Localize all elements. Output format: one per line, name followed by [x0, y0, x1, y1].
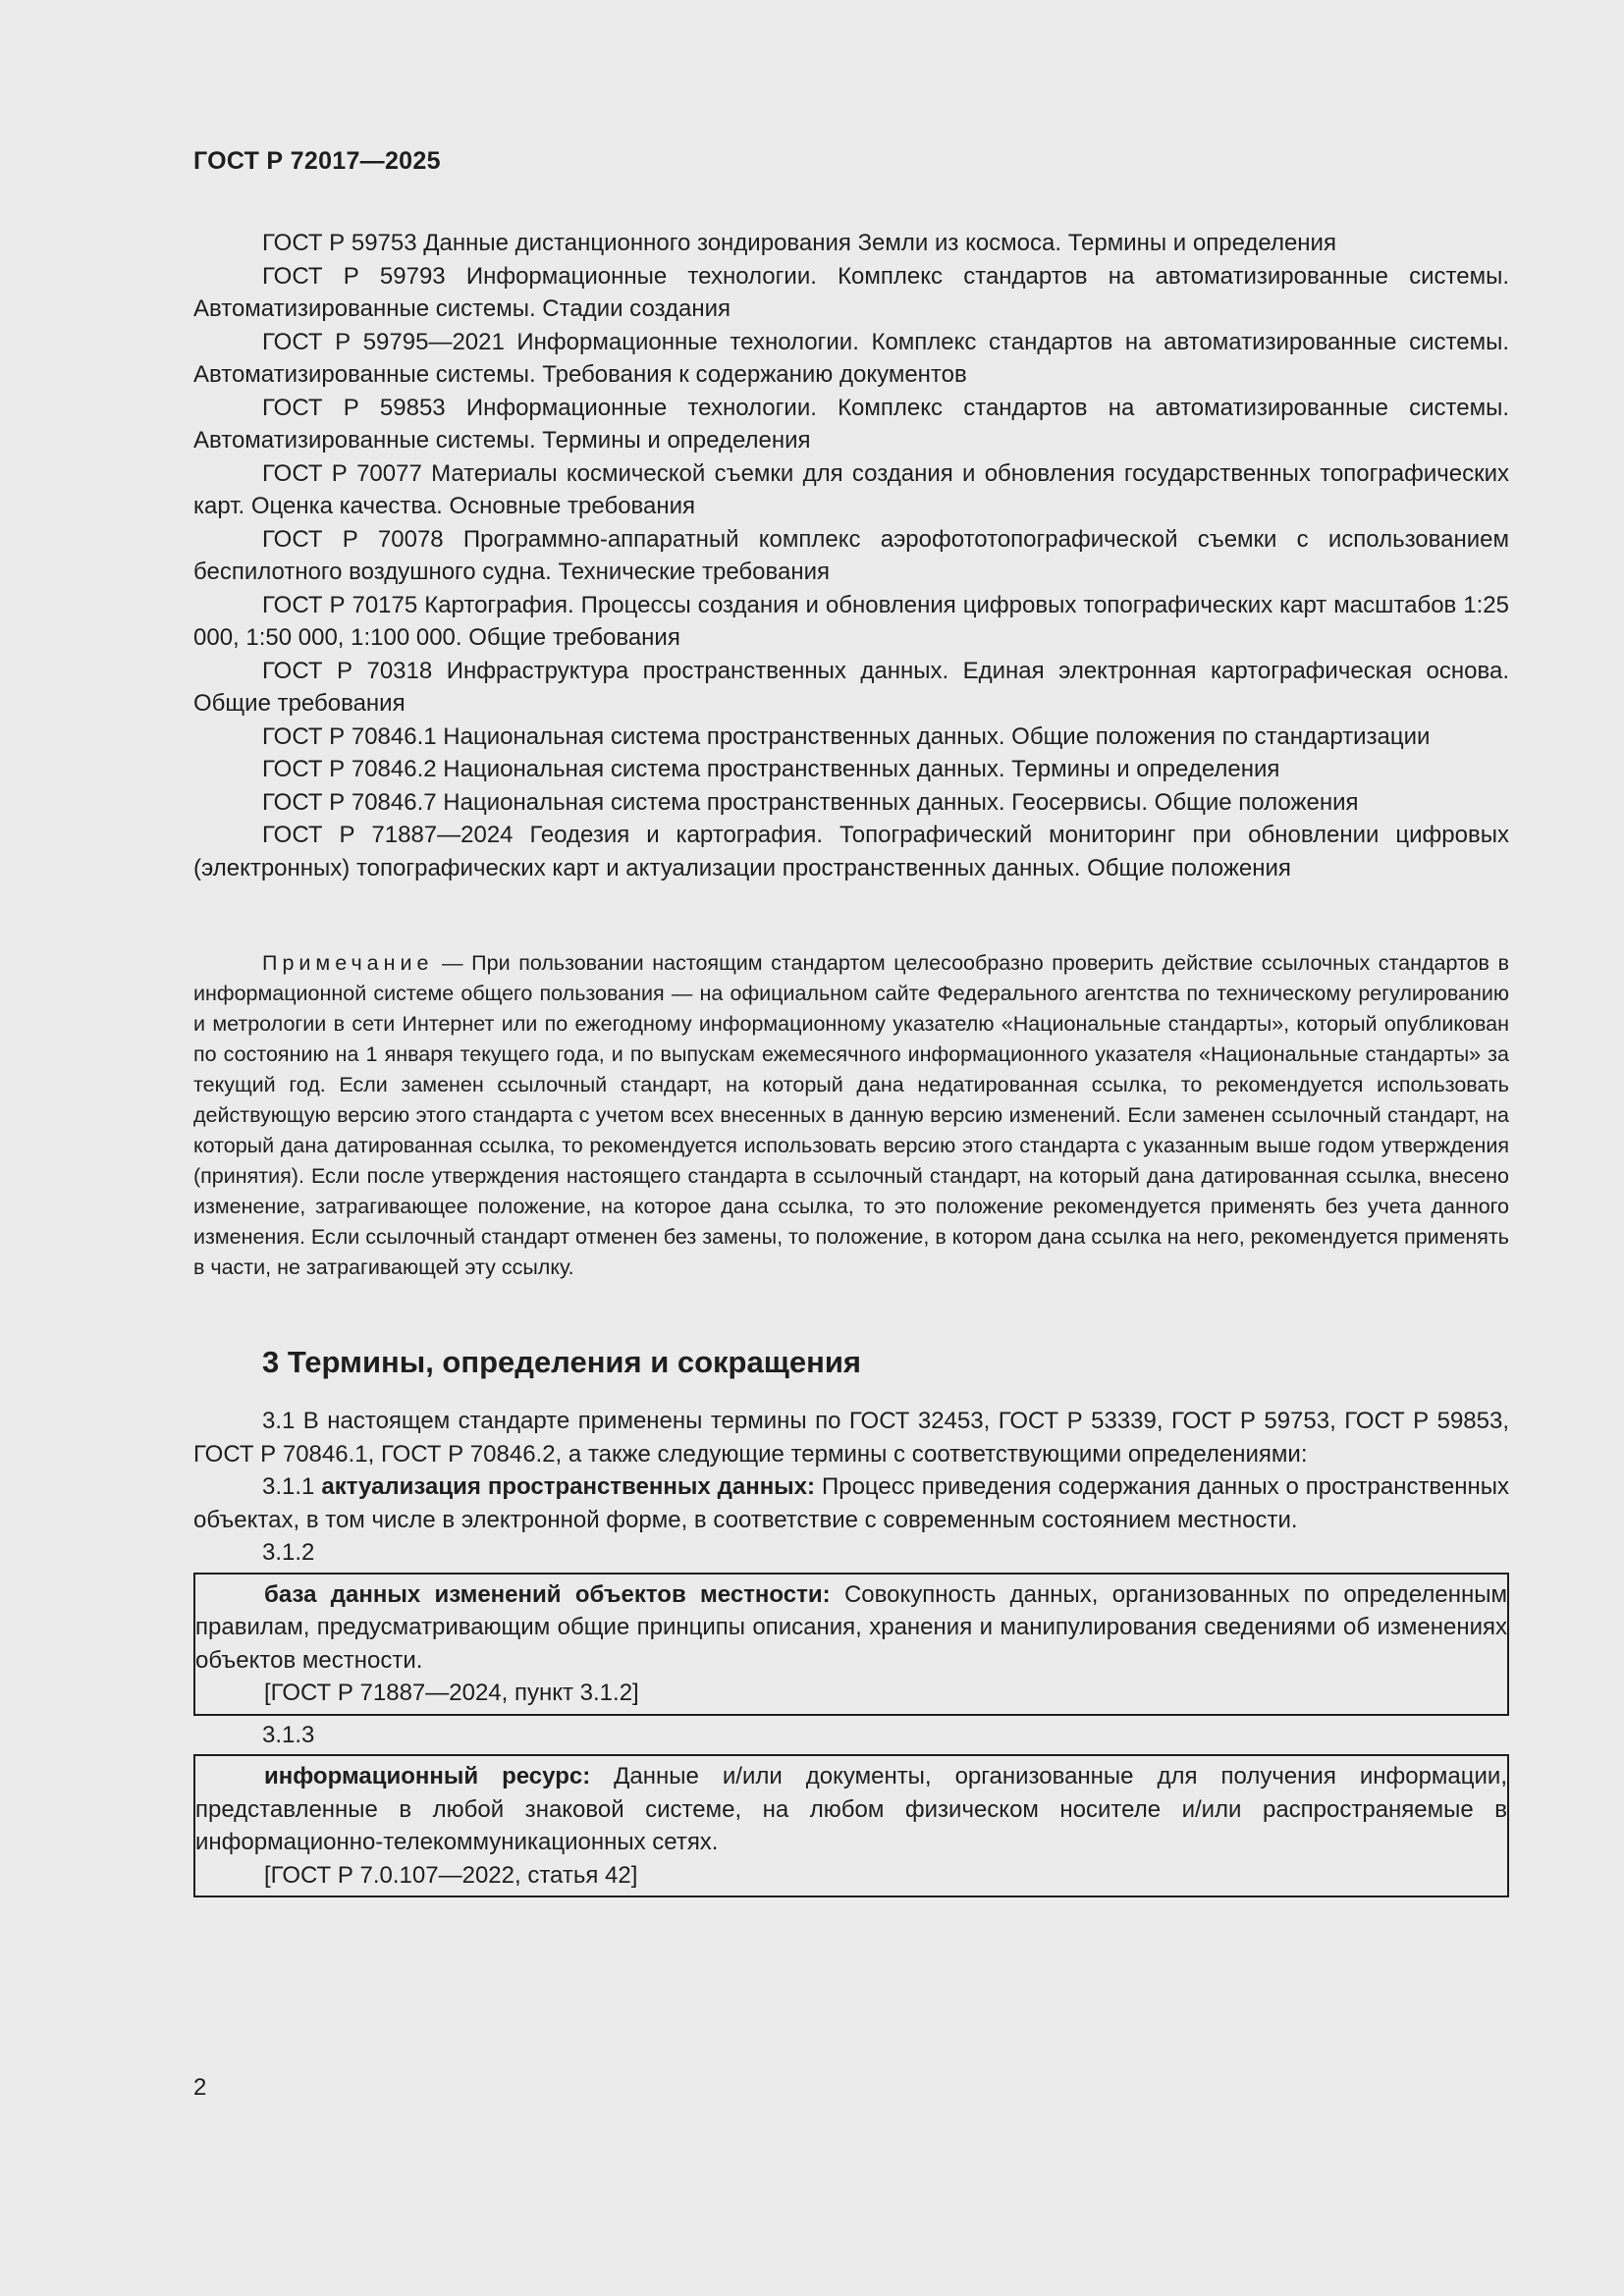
page-number: 2 [193, 2074, 207, 2101]
term-number: 3.1.3 [262, 1721, 315, 1748]
reference-item: ГОСТ Р 70078 Программно-аппаратный комплекс аэрофототопографической съемки с использованием беспилотного воздушного судна. Технические требования [193, 525, 1509, 585]
reference-item: ГОСТ Р 70077 Материалы космической съемки для создания и обновления государственных топографических карт. Оценка качества. Основные требования [193, 459, 1509, 519]
term-definition: Процесс приведения содержания данных о пространственных объектах, в том числе в электронной форме, в соответствие с современным состоянием местности. [193, 1473, 1510, 1533]
reference-item: ГОСТ Р 70846.7 Национальная система пространственных данных. Геосервисы. Общие положения [262, 788, 1359, 816]
reference-item: ГОСТ Р 70846.2 Национальная система пространственных данных. Термины и определения [262, 756, 1280, 782]
note-dash: — [433, 950, 472, 975]
terms-section [193, 1405, 1509, 1897]
reference-item: ГОСТ Р 71887—2024 Геодезия и картография. Топографический мониторинг при обновлении цифровых (электронных) топографических карт и актуализации пространственных данных. Общие положения [193, 822, 1509, 881]
term-name: актуализация пространственных данных: [321, 1473, 816, 1500]
term-name: информационный ресурс: [264, 1763, 591, 1789]
reference-item: ГОСТ Р 59853 Информационные технологии. Комплекс стандартов на автоматизированные системы. Автоматизированные системы. Термины и определения [193, 394, 1509, 454]
term-definition: Данные и/или документы, организованные для получения информации, представленные в любой знаковой системе, на любом физическом носителе и/или распространяемые в информационно-телекоммуникационных сетях. [195, 1763, 1507, 1855]
term-number: 3.1.2 [262, 1539, 315, 1566]
term-3-1-3 [195, 1760, 1507, 1859]
note-paragraph [193, 948, 1509, 1283]
term-source: [ГОСТ Р 71887—2024, пункт 3.1.2] [264, 1680, 639, 1706]
section-title: 3 Термины, определения и сокращения [262, 1345, 861, 1379]
reference-item: ГОСТ Р 59753 Данные дистанционного зондирования Земли из космоса. Термины и определения [262, 230, 1336, 256]
term-source: [ГОСТ Р 7.0.107—2022, статья 42] [264, 1861, 638, 1889]
note-text: При пользовании настоящим стандартом целесообразно проверить действие ссылочных стандартов в информационной системе общего пользования — на официальном сайте Федерального агентства по техническому регулированию и метрологии в сети Интернет или по ежегодному информационному указателю «Национальные стандарты», который опубликован по состоянию на 1 января текущего года, и по выпускам ежемесячного информационного указателя «Национальные стандарты» за текущий год. Если заменен ссылочный стандарт, на который дана недатированная ссылка, то рекомендуется использовать действующую версию этого стандарта с учетом всех внесенных в данную версию изменений. Если заменен ссылочный стандарт, на который дана датированная ссылка, то рекомендуется использовать версию этого стандарта с указанным выше годом утверждения (принятия). Если после утверждения настоящего стандарта в ссылочный стандарт, на который дана датированная ссылка, внесено изменение, затрагивающее положение, на которое дана ссылка, то это положение рекомендуется применять без учета данного изменения. Если ссылочный стандарт отменен без замены, то положение, в котором дана ссылка на него, рекомендуется применять в части, не затрагивающей эту ссылку. [193, 950, 1509, 1279]
reference-item: ГОСТ Р 59793 Информационные технологии. Комплекс стандартов на автоматизированные системы. Автоматизированные системы. Стадии создания [193, 262, 1509, 322]
reference-item: ГОСТ Р 59795—2021 Информационные технологии. Комплекс стандартов на автоматизированные системы. Автоматизированные системы. Требования к содержанию документов [193, 328, 1509, 388]
document-header: ГОСТ Р 72017—2025 [193, 147, 441, 175]
reference-item: ГОСТ Р 70175 Картография. Процессы создания и обновления цифровых топографических карт масштабов 1:25 000, 1:50 000, 1:100 000. Общие требования [193, 591, 1509, 651]
reference-item: ГОСТ Р 70318 Инфраструктура пространственных данных. Единая электронная картографическая основа. Общие требования [193, 657, 1509, 717]
term-definition: Совокупность данных, организованных по определенным правилам, предусматривающим общие принципы описания, хранения и манипулирования сведениями об изменениях объектов местности. [195, 1580, 1508, 1674]
term-name: база данных изменений объектов местности: [264, 1580, 831, 1608]
note-label: Примечание [262, 950, 434, 975]
term-3-1-1 [193, 1470, 1509, 1536]
reference-item: ГОСТ Р 70846.1 Национальная система пространственных данных. Общие положения по стандартизации [262, 722, 1431, 750]
term-box-3-1-2 [193, 1573, 1509, 1716]
term-box-3-1-3 [193, 1754, 1509, 1897]
term-number: 3.1.1 [262, 1473, 315, 1500]
term-3-1-2 [195, 1578, 1507, 1678]
normative-references-list [193, 227, 1509, 884]
paragraph-3-1: 3.1 В настоящем стандарте применены термины по ГОСТ 32453, ГОСТ Р 53339, ГОСТ Р 59753, ГОСТ Р 59853, ГОСТ Р 70846.1, ГОСТ Р 70846.2, а также следующие термины с соответствующими определениями: [193, 1408, 1509, 1468]
